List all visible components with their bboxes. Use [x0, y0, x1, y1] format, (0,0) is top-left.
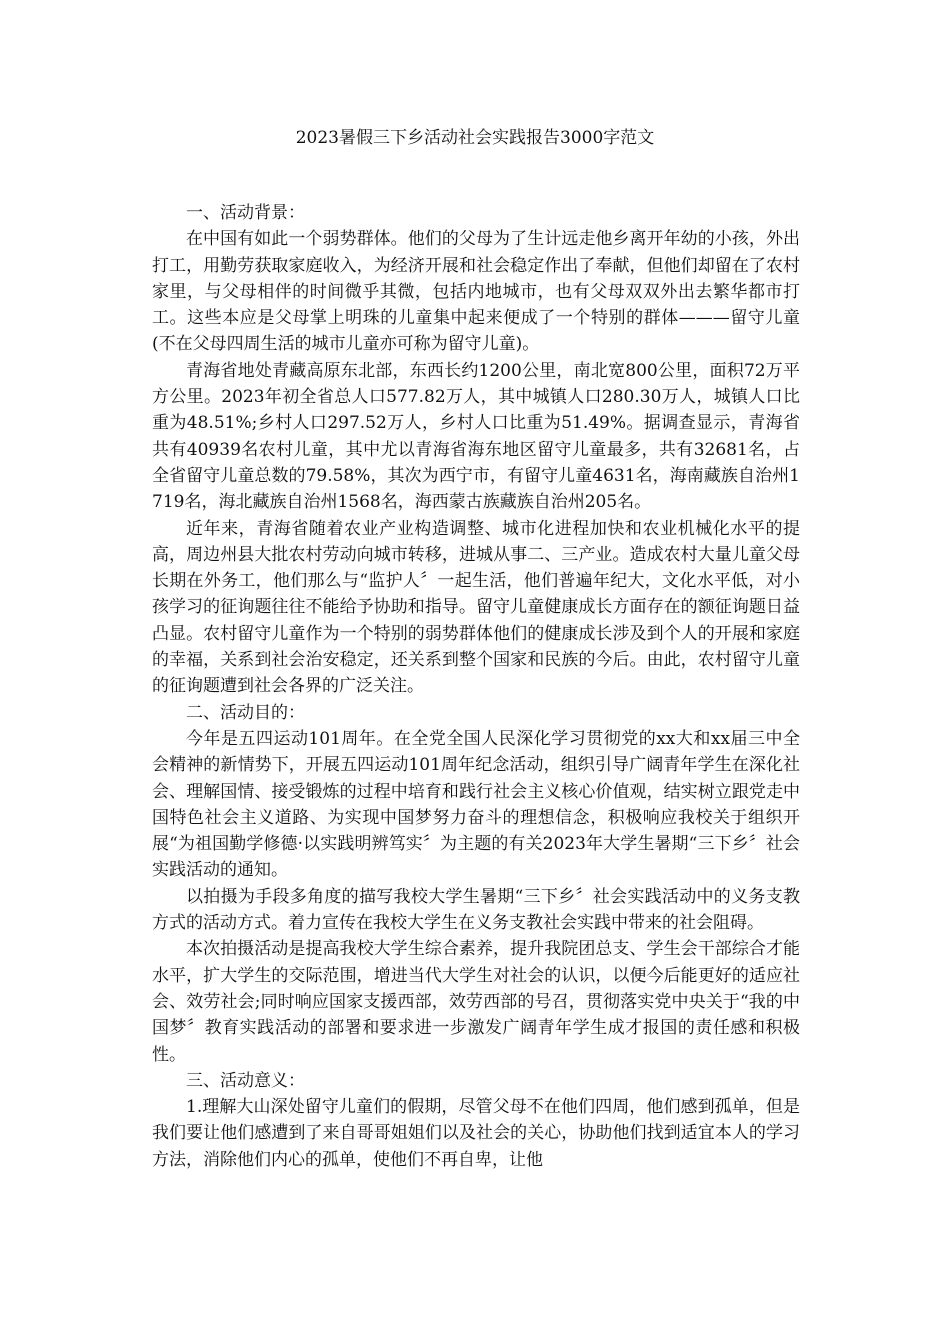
section-heading: 二、活动目的：: [186, 702, 305, 723]
paragraph: 1.理解大山深处留守儿童们的假期，尽管父母不在他们四周，他们感到孤单，但是我们要让他们感遭到了来自哥哥姐姐们以及社会的关心，协助他们找到适宜本人的学习方法，消除他们内心的孤单，使他们不再自卑，让他: [152, 1097, 800, 1170]
section-background: [152, 200, 800, 700]
document-body: [152, 200, 800, 1173]
section-purpose: [152, 700, 800, 1068]
paragraph: 本次拍摄活动是提高我校大学生综合素养，提升我院团总支、学生会干部综合才能水平，扩大学生的交际范围，增进当代大学生对社会的认识，以便今后能更好的适应社会、效劳社会;同时响应国家支援西部，效劳西部的号召，贯彻落实党中央关于“我的中国梦〞教育实践活动的部署和要求进一步激发广阔青年学生成才报国的责任感和积极性。: [152, 939, 800, 1065]
section-significance: [152, 1068, 800, 1173]
paragraph: 以拍摄为手段多角度的描写我校大学生暑期“三下乡〞社会实践活动中的义务支教方式的活动方式。着力宣传在我校大学生在义务支教社会实践中带来的社会阻碍。: [152, 886, 800, 934]
paragraph: 近年来，青海省随着农业产业构造调整、城市化进程加快和农业机械化水平的提高，周边州县大批农村劳动向城市转移，进城从事二、三产业。造成农村大量儿童父母长期在外务工，他们那么与“监护人〞一起生活，他们普遍年纪大，文化水平低，对小孩学习的征询题往往不能给予协助和指导。留守儿童健康成长方面存在的额征询题日益凸显。农村留守儿童作为一个特别的弱势群体他们的健康成长涉及到个人的开展和家庭的幸福，关系到社会治安稳定，还关系到整个国家和民族的今后。由此，农村留守儿童的征询题遭到社会各界的广泛关注。: [152, 518, 800, 697]
paragraph: 在中国有如此一个弱势群体。他们的父母为了生计远走他乡离开年幼的小孩，外出打工，用勤劳获取家庭收入，为经济开展和社会稳定作出了奉献，但他们却留在了农村家里，与父母相伴的时间微乎其微，包括内地城市，也有父母双双外出去繁华都市打工。这些本应是父母掌上明珠的儿童集中起来便成了一个特别的群体———留守儿童(不在父母四周生活的城市儿童亦可称为留守儿童)。: [152, 229, 800, 355]
paragraph: 今年是五四运动101周年。在全党全国人民深化学习贯彻党的xx大和xx届三中全会精神的新情势下，开展五四运动101周年纪念活动，组织引导广阔青年学生在深化社会、理解国情、接受锻炼的过程中培育和践行社会主义核心价值观，结实树立跟党走中国特色社会主义道路、为实现中国梦努力奋斗的理想信念，积极响应我校关于组织开展“为祖国勤学修德·以实践明辨笃实〞为主题的有关2023年大学生暑期“三下乡〞社会实践活动的通知。: [152, 728, 800, 881]
paragraph: 青海省地处青藏高原东北部，东西长约1200公里，南北宽800公里，面积72万平方公里。2023年初全省总人口577.82万人，其中城镇人口280.30万人，城镇人口比重为48.51%;乡村人口297.52万人，乡村人口比重为51.49%。据调查显示，青海省共有40939名农村儿童，其中尤以青海省海东地区留守儿童最多，共有32681名，占全省留守儿童总数的79.58%，其次为西宁市，有留守儿童4631名，海南藏族自治州1719名，海北藏族自治州1568名，海西蒙古族藏族自治州205名。: [152, 360, 800, 513]
section-heading: 三、活动意义：: [186, 1070, 305, 1091]
document-title: 2023暑假三下乡活动社会实践报告3000字范文: [295, 128, 655, 148]
section-heading: 一、活动背景：: [186, 203, 305, 223]
